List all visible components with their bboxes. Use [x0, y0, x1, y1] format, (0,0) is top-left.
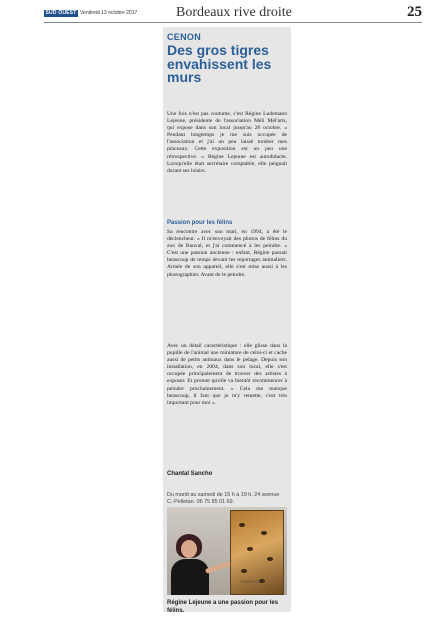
photo-credit: PHOTO C. S.	[241, 579, 266, 584]
artist-figure	[171, 559, 209, 595]
artist-face	[181, 540, 197, 558]
article-headline: Des gros tigres envahissent les murs	[167, 42, 272, 85]
article-subhead: Passion pour les félins	[167, 220, 233, 226]
article-paragraph: Avec un détail caractéristique : elle glisse dans la pupille de l'animal une miniature de celui-ci et cache aussi de petits animaux dans le pelage. Depuis son installation, en 2004, dans son local, elle s'est occupée principalement de trouver des artistes à exposer. Et promet qu'elle va bientôt recommencer à peindre prochainement. « Cela me manque beaucoup, il faut que je m'y remette, c'est très important pour moi ».	[167, 343, 287, 406]
section-title: Bordeaux rive droite	[176, 5, 292, 20]
page-number: 25	[407, 4, 422, 20]
article-photo	[167, 507, 287, 595]
newspaper-logo: SUD OUEST	[45, 10, 77, 16]
photo-caption: Régine Lejeune a une passion pour les félins.	[167, 600, 279, 614]
article-column	[163, 27, 291, 612]
header-divider	[44, 22, 422, 23]
issue-date: Vendredi 13 octobre 2017	[80, 10, 138, 16]
article-paragraph: Une fois n'est pas coutume, c'est Régine Ludemann Lejeune, présidente de l'association Méli Mél'arts, qui expose dans son local jusqu'au 28 octobre. « Pendant longtemps je me suis occupée de l'association et j'ai un peu laissé tomber mes pinceaux. Cette exposition est un peu une rétrospective. » Régine Lejeune est autodidacte. Lorsqu'elle était secrétaire comptable, elle peignait durant ses loisirs.	[167, 111, 287, 174]
author-signature: Chantal Sancho	[167, 471, 213, 477]
article-kicker: CENON	[167, 32, 202, 42]
article-paragraph: Sa rencontre avec son mari, en 1994, a été le déclencheur. « Il m'envoyait des photos de félins du zoo de Bauval, et j'ai commencé à les peindre. » C'est une passion ancienne : enfant, Régine passait beaucoup de temps devant les reportages animaliers. Armée de son appareil, elle s'est mise aussi à les photographier. Avant de le peindre.	[167, 229, 287, 278]
practical-info: Du mardi au samedi de 15 h à 19 h. 24 avenue C.-Pelletan. 06 75 85 01 69.	[167, 492, 280, 506]
